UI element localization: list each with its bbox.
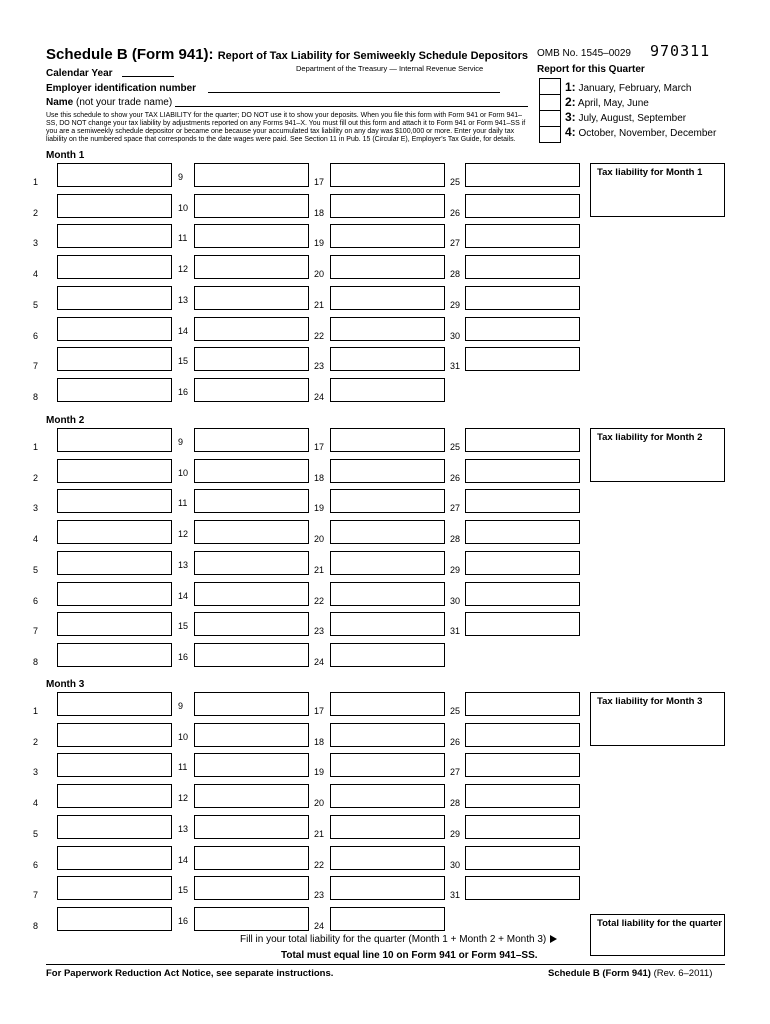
month-2-day-27-number: 27: [450, 503, 461, 514]
month-1-day-9-number: 9: [178, 172, 184, 182]
quarter-3-num: 3:: [565, 110, 576, 124]
month-3-day-25-input[interactable]: [465, 692, 580, 716]
month-2-day-14-input[interactable]: [194, 582, 309, 606]
month-3-day-22-input[interactable]: [330, 846, 445, 870]
month-3-day-31-number: 31: [450, 890, 461, 901]
month-3-day-17-input[interactable]: [330, 692, 445, 716]
month-1-day-22-number: 22: [314, 330, 325, 341]
month-2-day-8-number: 8: [33, 656, 39, 667]
month-2-day-13-number: 13: [178, 559, 189, 570]
month-3-day-7-number: 7: [33, 890, 39, 901]
month-1-day-16-number: 16: [178, 386, 189, 397]
name-label-rest: (not your trade name): [76, 97, 173, 108]
month-3-day-29-input[interactable]: [465, 815, 580, 839]
quarter-2-num: 2:: [565, 95, 576, 109]
quarter-1-checkbox[interactable]: [539, 78, 561, 95]
quarter-1-label: January, February, March: [578, 83, 692, 94]
month-2-day-8-input[interactable]: [57, 643, 172, 667]
month-3-day-17-number: 17: [314, 706, 325, 716]
ein-field[interactable]: [208, 92, 500, 93]
month-2-day-22-input[interactable]: [330, 582, 445, 606]
month-1-day-10-input[interactable]: [194, 194, 309, 218]
month-2-day-1-input[interactable]: [57, 428, 172, 452]
month-2-day-20-number: 20: [314, 534, 325, 545]
month-1-day-10-number: 10: [178, 202, 189, 213]
month-1-day-1-number: 1: [33, 177, 39, 187]
month-1-day-6-input[interactable]: [57, 317, 172, 341]
quarter-4-num: 4:: [565, 125, 576, 139]
month-2-day-1-number: 1: [33, 442, 39, 452]
month-3-day-9-input[interactable]: [194, 692, 309, 716]
month-3-day-9-number: 9: [178, 701, 184, 711]
quarter-1-option: [565, 80, 691, 94]
month-1-day-27-input[interactable]: [465, 224, 580, 248]
month-3-day-20-input[interactable]: [330, 784, 445, 808]
month-1-day-1-input[interactable]: [57, 163, 172, 187]
month-3-day-11-number: 11: [178, 762, 188, 773]
month-2-day-27-input[interactable]: [465, 489, 580, 513]
month-1-day-17-number: 17: [314, 177, 325, 187]
month-3-day-23-input[interactable]: [330, 876, 445, 900]
month-1-day-16-input[interactable]: [194, 378, 309, 402]
quarter-2-label: April, May, June: [577, 98, 649, 109]
month-1-day-24-number: 24: [314, 391, 325, 402]
month-2-day-31-input[interactable]: [465, 612, 580, 636]
month-3-day-2-input[interactable]: [57, 723, 172, 747]
month-2-day-30-input[interactable]: [465, 582, 580, 606]
month-3-day-5-input[interactable]: [57, 815, 172, 839]
month-2-day-15-input[interactable]: [194, 612, 309, 636]
month-1-day-11-input[interactable]: [194, 224, 309, 248]
month-1-day-24-input[interactable]: [330, 378, 445, 402]
month-1-day-22-input[interactable]: [330, 317, 445, 341]
month-3-day-10-input[interactable]: [194, 723, 309, 747]
month-3-title: Month 3: [46, 679, 85, 690]
month-3-day-27-number: 27: [450, 767, 461, 778]
month-1-day-29-input[interactable]: [465, 286, 580, 310]
month-1-day-3-input[interactable]: [57, 224, 172, 248]
month-3-day-25-number: 25: [450, 706, 461, 716]
ein-label: Employer identification number: [46, 83, 197, 94]
month-1-day-15-number: 15: [178, 356, 189, 367]
month-3-day-19-input[interactable]: [330, 753, 445, 777]
month-2-day-6-input[interactable]: [57, 582, 172, 606]
month-1-day-5-number: 5: [33, 299, 39, 310]
month-3-day-21-input[interactable]: [330, 815, 445, 839]
month-2-day-4-number: 4: [33, 534, 39, 545]
month-3-day-15-input[interactable]: [194, 876, 309, 900]
month-3-day-15-number: 15: [178, 885, 189, 896]
month-3-day-28-input[interactable]: [465, 784, 580, 808]
month-3-day-28-number: 28: [450, 798, 461, 809]
month-1-day-12-input[interactable]: [194, 255, 309, 279]
month-1-total-label: Tax liability for Month 1: [597, 167, 703, 178]
month-2-day-25-input[interactable]: [465, 428, 580, 452]
month-2-day-19-input[interactable]: [330, 489, 445, 513]
month-2-day-23-number: 23: [314, 626, 325, 637]
month-2-day-4-input[interactable]: [57, 520, 172, 544]
month-2-day-14-number: 14: [178, 590, 189, 601]
total-fill-label: Fill in your total liability for the quarter (Month 1 + Month 2 + Month 3): [240, 934, 547, 945]
month-2-day-28-number: 28: [450, 534, 461, 545]
month-1-day-7-number: 7: [33, 361, 39, 372]
month-1-day-30-number: 30: [450, 330, 461, 341]
quarter-3-label: July, August, September: [578, 113, 687, 124]
month-1-day-30-input[interactable]: [465, 317, 580, 341]
month-2-day-18-number: 18: [314, 472, 325, 483]
month-1-day-20-input[interactable]: [330, 255, 445, 279]
form-code: 970311: [650, 42, 711, 60]
month-2-day-10-input[interactable]: [194, 459, 309, 483]
month-2-day-15-number: 15: [178, 621, 189, 632]
month-2-day-18-input[interactable]: [330, 459, 445, 483]
month-2-day-10-number: 10: [178, 467, 189, 478]
footer-form-name: Schedule B (Form 941): [548, 968, 651, 979]
month-3-total-box[interactable]: [590, 692, 725, 746]
month-1-day-23-number: 23: [314, 361, 325, 372]
month-3-day-3-input[interactable]: [57, 753, 172, 777]
month-3-day-21-number: 21: [314, 828, 325, 839]
footer-revision: (Rev. 6–2011): [653, 968, 713, 979]
footer-divider: [46, 964, 725, 965]
calendar-year-field[interactable]: [122, 76, 174, 77]
month-1-day-31-input[interactable]: [465, 347, 580, 371]
month-3-day-6-input[interactable]: [57, 846, 172, 870]
month-2-day-30-number: 30: [450, 595, 461, 606]
month-2-day-26-input[interactable]: [465, 459, 580, 483]
month-1-day-13-input[interactable]: [194, 286, 309, 310]
total-liability-box[interactable]: [590, 914, 725, 956]
month-1-day-14-input[interactable]: [194, 317, 309, 341]
month-1-total-box[interactable]: [590, 163, 725, 217]
month-1-day-23-input[interactable]: [330, 347, 445, 371]
total-must-equal: Total must equal line 10 on Form 941 or Form 941–SS.: [281, 950, 538, 961]
month-3-day-30-input[interactable]: [465, 846, 580, 870]
month-1-day-4-input[interactable]: [57, 255, 172, 279]
month-3-day-14-input[interactable]: [194, 846, 309, 870]
footer-notice: For Paperwork Reduction Act Notice, see separate instructions.: [46, 968, 334, 979]
month-1-day-29-number: 29: [450, 299, 461, 310]
month-1-day-25-number: 25: [450, 177, 461, 187]
quarter-3-option: [565, 110, 686, 124]
arrow-right-icon: [550, 935, 557, 943]
month-2-day-16-number: 16: [178, 651, 189, 662]
month-2-day-29-input[interactable]: [465, 551, 580, 575]
month-2-day-25-number: 25: [450, 442, 461, 452]
month-2-day-3-input[interactable]: [57, 489, 172, 513]
form-title-text: Schedule B (Form 941):: [46, 46, 214, 63]
month-2-day-13-input[interactable]: [194, 551, 309, 575]
month-1-day-26-input[interactable]: [465, 194, 580, 218]
month-2-day-12-number: 12: [178, 529, 189, 540]
month-3-day-29-number: 29: [450, 828, 461, 839]
name-label: [46, 97, 172, 108]
month-3-day-22-number: 22: [314, 859, 325, 870]
month-3-day-26-input[interactable]: [465, 723, 580, 747]
month-1-day-7-input[interactable]: [57, 347, 172, 371]
total-liability-label: Total liability for the quarter: [597, 918, 722, 929]
month-3-day-7-input[interactable]: [57, 876, 172, 900]
name-field[interactable]: [175, 106, 528, 107]
month-2-day-21-number: 21: [314, 564, 325, 575]
month-3-day-13-input[interactable]: [194, 815, 309, 839]
quarter-2-option: [565, 95, 649, 109]
month-3-day-24-number: 24: [314, 920, 325, 931]
month-2-day-2-input[interactable]: [57, 459, 172, 483]
month-2-day-17-number: 17: [314, 442, 325, 452]
instructions-text: Use this schedule to show your TAX LIABILITY for the quarter; DO NOT use it to show your deposits. When you file this form with Form 941 or Form 941–SS, DO NOT change your tax liability by adjustments reported on any Forms 941–X. You must fill out this form and attach it to Form 941 or Form 941–SS if you are a semiweekly schedule depositor or became one because your accumulated tax liability on any day was $100,000 or more. Enter your daily tax liability on the numbered space that corresponds to the date wages were paid. See Section 11 in Pub. 15 (Circular E), Employer's Tax Guide, for details.: [46, 112, 526, 143]
month-3-day-8-number: 8: [33, 920, 39, 931]
form-subtitle: Report of Tax Liability for Semiweekly Schedule Depositors: [217, 50, 529, 62]
month-1-day-21-number: 21: [314, 299, 325, 310]
month-3-day-12-input[interactable]: [194, 784, 309, 808]
month-3-day-13-number: 13: [178, 823, 189, 834]
month-3-day-14-number: 14: [178, 854, 189, 865]
quarter-4-checkbox[interactable]: [539, 126, 561, 143]
month-3-day-4-number: 4: [33, 798, 39, 809]
month-1-day-11-number: 11: [178, 233, 188, 244]
month-3-day-2-number: 2: [33, 736, 39, 747]
month-3-day-27-input[interactable]: [465, 753, 580, 777]
omb-number: OMB No. 1545–0029: [537, 48, 631, 59]
month-2-day-5-input[interactable]: [57, 551, 172, 575]
month-1-day-18-input[interactable]: [330, 194, 445, 218]
quarter-4-option: [565, 125, 716, 139]
month-3-day-24-input[interactable]: [330, 907, 445, 931]
month-2-day-28-input[interactable]: [465, 520, 580, 544]
month-2-day-12-input[interactable]: [194, 520, 309, 544]
month-1-day-17-input[interactable]: [330, 163, 445, 187]
month-2-day-5-number: 5: [33, 564, 39, 575]
month-1-day-28-number: 28: [450, 269, 461, 280]
month-2-day-11-input[interactable]: [194, 489, 309, 513]
month-3-day-31-input[interactable]: [465, 876, 580, 900]
month-3-day-16-input[interactable]: [194, 907, 309, 931]
month-3-day-3-number: 3: [33, 767, 39, 778]
month-2-day-21-input[interactable]: [330, 551, 445, 575]
month-2-total-label: Tax liability for Month 2: [597, 432, 703, 443]
month-2-day-31-number: 31: [450, 626, 461, 637]
month-2-day-9-number: 9: [178, 437, 184, 447]
month-3-day-23-number: 23: [314, 890, 325, 901]
month-1-day-19-input[interactable]: [330, 224, 445, 248]
month-2-day-2-number: 2: [33, 472, 39, 483]
month-1-day-2-number: 2: [33, 207, 39, 218]
month-1-day-4-number: 4: [33, 269, 39, 280]
month-2-day-6-number: 6: [33, 595, 39, 606]
month-2-day-3-number: 3: [33, 503, 39, 514]
month-1-day-18-number: 18: [314, 207, 325, 218]
department-text: Department of the Treasury — Internal Revenue Service: [296, 64, 484, 73]
month-2-day-7-input[interactable]: [57, 612, 172, 636]
month-1-day-21-input[interactable]: [330, 286, 445, 310]
total-fill-text: [240, 934, 557, 945]
month-3-day-26-number: 26: [450, 736, 461, 747]
footer-form-id: [548, 968, 712, 979]
month-3-day-10-number: 10: [178, 731, 189, 742]
month-1-day-2-input[interactable]: [57, 194, 172, 218]
month-1-day-26-number: 26: [450, 207, 461, 218]
month-3-day-5-number: 5: [33, 828, 39, 839]
month-3-day-16-number: 16: [178, 915, 189, 926]
month-1-day-6-number: 6: [33, 330, 39, 341]
month-1-day-14-number: 14: [178, 325, 189, 336]
month-2-day-29-number: 29: [450, 564, 461, 575]
month-3-day-19-number: 19: [314, 767, 325, 778]
month-1-day-3-number: 3: [33, 238, 39, 249]
month-1-day-15-input[interactable]: [194, 347, 309, 371]
month-1-day-5-input[interactable]: [57, 286, 172, 310]
quarter-title: Report for this Quarter: [537, 64, 645, 75]
month-1-title: Month 1: [46, 150, 85, 161]
month-2-day-26-number: 26: [450, 472, 461, 483]
month-1-day-28-input[interactable]: [465, 255, 580, 279]
month-2-day-7-number: 7: [33, 626, 39, 637]
month-1-day-25-input[interactable]: [465, 163, 580, 187]
month-3-day-20-number: 20: [314, 798, 325, 809]
month-2-title: Month 2: [46, 415, 85, 426]
quarter-3-checkbox[interactable]: [539, 110, 561, 127]
month-2-day-23-input[interactable]: [330, 612, 445, 636]
month-2-day-17-input[interactable]: [330, 428, 445, 452]
month-2-day-16-input[interactable]: [194, 643, 309, 667]
month-3-day-18-number: 18: [314, 736, 325, 747]
name-label-bold: Name: [46, 97, 74, 108]
month-3-day-30-number: 30: [450, 859, 461, 870]
month-2-day-19-number: 19: [314, 503, 325, 514]
month-2-day-20-input[interactable]: [330, 520, 445, 544]
month-1-day-9-input[interactable]: [194, 163, 309, 187]
month-3-day-8-input[interactable]: [57, 907, 172, 931]
month-2-day-24-number: 24: [314, 656, 325, 667]
quarter-2-checkbox[interactable]: [539, 94, 561, 111]
month-1-day-13-number: 13: [178, 294, 189, 305]
calendar-year-label: Calendar Year: [46, 68, 113, 79]
month-1-day-8-number: 8: [33, 391, 39, 402]
month-1-day-31-number: 31: [450, 361, 461, 372]
month-3-day-12-number: 12: [178, 793, 189, 804]
month-3-day-1-number: 1: [33, 706, 39, 716]
month-1-day-8-input[interactable]: [57, 378, 172, 402]
month-2-day-24-input[interactable]: [330, 643, 445, 667]
month-2-day-11-number: 11: [178, 498, 188, 509]
quarter-4-label: October, November, December: [578, 128, 717, 139]
form-title: [46, 46, 528, 63]
month-3-day-18-input[interactable]: [330, 723, 445, 747]
quarter-1-num: 1:: [565, 80, 576, 94]
month-2-day-22-number: 22: [314, 595, 325, 606]
month-1-day-12-number: 12: [178, 264, 189, 275]
month-3-day-4-input[interactable]: [57, 784, 172, 808]
month-3-day-1-input[interactable]: [57, 692, 172, 716]
month-3-day-6-number: 6: [33, 859, 39, 870]
month-1-day-20-number: 20: [314, 269, 325, 280]
month-1-day-19-number: 19: [314, 238, 325, 249]
month-2-total-box[interactable]: [590, 428, 725, 482]
month-3-total-label: Tax liability for Month 3: [597, 696, 703, 707]
month-2-day-9-input[interactable]: [194, 428, 309, 452]
month-3-day-11-input[interactable]: [194, 753, 309, 777]
month-1-day-27-number: 27: [450, 238, 461, 249]
